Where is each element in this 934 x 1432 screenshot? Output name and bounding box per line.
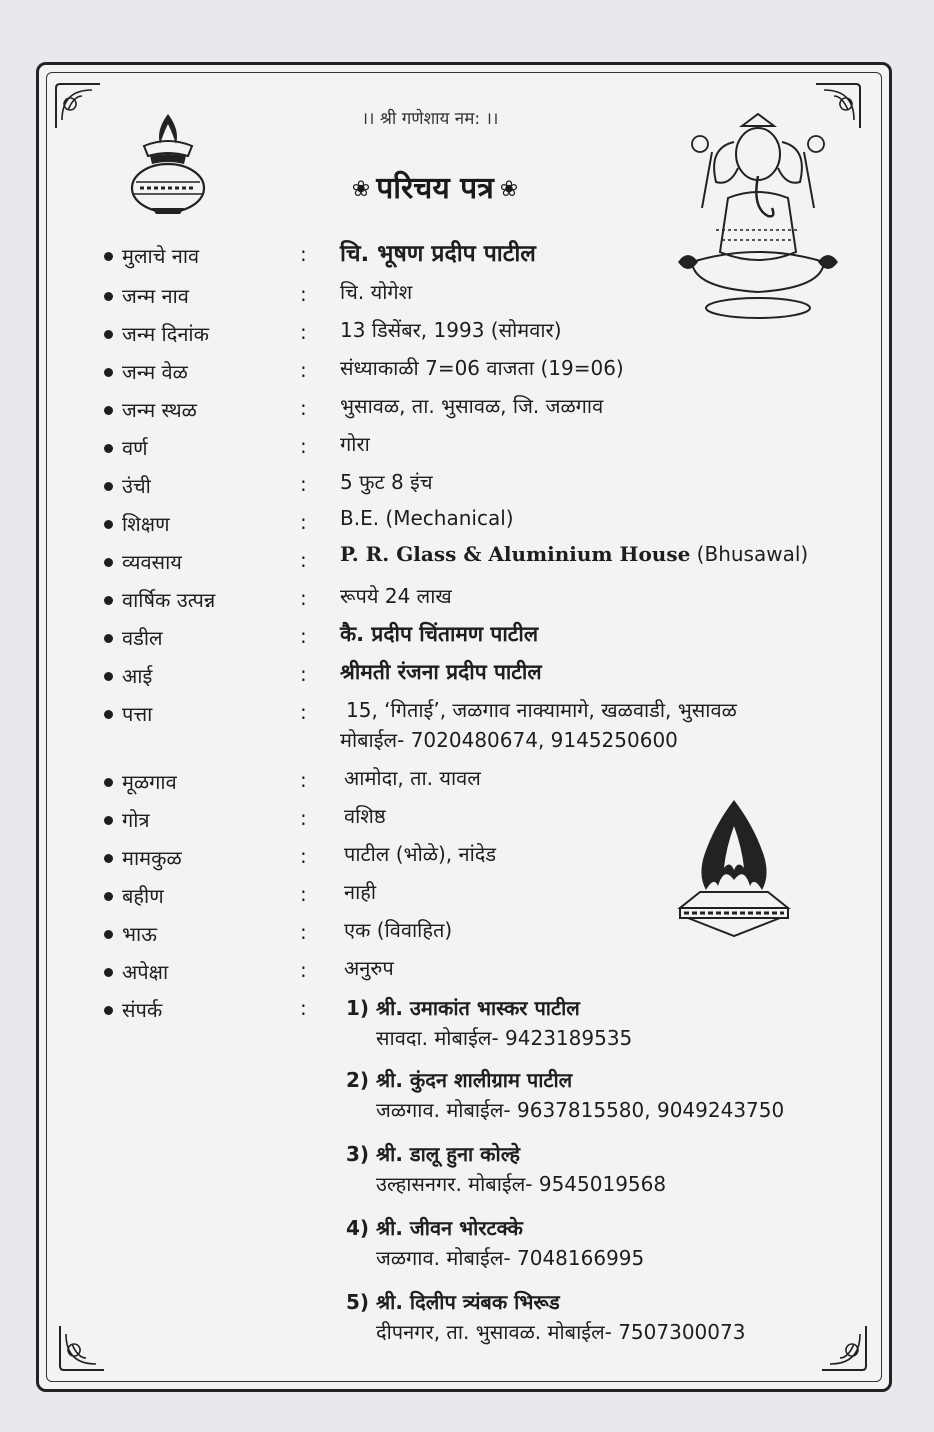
- contact-name: 4) श्री. जीवन भोरटक्के: [346, 1216, 523, 1240]
- business-name: P. R. Glass & Aluminium House: [340, 542, 691, 566]
- bullet-icon: [104, 482, 113, 491]
- field-label: पत्ता: [122, 702, 153, 726]
- field-colon: :: [300, 472, 307, 496]
- contact-name: 5) श्री. दिलीप त्र्यंबक भिरूड: [346, 1290, 560, 1314]
- business-location: (Bhusawal): [690, 542, 809, 566]
- field-value: 13 डिसेंबर, 1993 (सोमवार): [340, 318, 562, 342]
- field-value: अनुरुप: [344, 956, 394, 980]
- field-value: पाटील (भोळे), नांदेड: [344, 842, 497, 866]
- bullet-icon: [104, 892, 113, 901]
- field-colon: :: [300, 586, 307, 610]
- field-value: रूपये 24 लाख: [340, 584, 452, 608]
- bullet-icon: [104, 252, 113, 261]
- invocation-text: ।। श्री गणेशाय नम: ।।: [361, 109, 499, 129]
- field-value: चि. योगेश: [340, 280, 413, 304]
- field-colon: :: [300, 396, 307, 420]
- field-label: जन्म दिनांक: [122, 322, 209, 346]
- flower-ornament-icon: ❀: [351, 177, 371, 202]
- field-value: संध्याकाळी 7=06 वाजता (19=06): [340, 356, 624, 380]
- bullet-icon: [104, 968, 113, 977]
- field-value: B.E. (Mechanical): [340, 506, 514, 530]
- field-value: नाही: [344, 880, 377, 904]
- field-label: जन्म स्थळ: [122, 398, 197, 422]
- field-value: 15, ‘गिताई’, जळगाव नाक्यामागे, खळवाडी, भुसावळ: [346, 698, 737, 722]
- bullet-icon: [104, 816, 113, 825]
- field-label: वडील: [122, 626, 163, 650]
- contact-entry: [346, 994, 633, 1050]
- bullet-icon: [104, 854, 113, 863]
- field-value: वशिष्ठ: [344, 804, 386, 828]
- field-colon: :: [300, 882, 307, 906]
- bullet-icon: [104, 520, 113, 529]
- corner-ornament-bottom-left: [56, 1322, 108, 1374]
- field-colon: :: [300, 844, 307, 868]
- field-value: [340, 542, 808, 566]
- field-colon: :: [300, 662, 307, 686]
- field-colon: :: [300, 242, 307, 266]
- contact-name: 1) श्री. उमाकांत भास्कर पाटील: [346, 996, 580, 1020]
- bullet-icon: [104, 292, 113, 301]
- field-colon: :: [300, 434, 307, 458]
- bullet-icon: [104, 558, 113, 567]
- field-label: भाऊ: [122, 922, 157, 946]
- field-colon: :: [300, 548, 307, 572]
- contact-detail: दीपनगर, ता. भुसावळ. मोबाईल- 7507300073: [376, 1320, 746, 1344]
- bullet-icon: [104, 368, 113, 377]
- field-label: आई: [122, 664, 153, 688]
- contact-name: 3) श्री. डालू हुना कोल्हे: [346, 1142, 520, 1166]
- havan-kund-icon: [674, 796, 794, 938]
- bullet-icon: [104, 444, 113, 453]
- field-colon: :: [300, 806, 307, 830]
- contact-detail: उल्हासनगर. मोबाईल- 9545019568: [376, 1172, 667, 1196]
- field-colon: :: [300, 358, 307, 382]
- bullet-icon: [104, 406, 113, 415]
- field-colon: :: [300, 700, 307, 724]
- flower-ornament-icon: ❀: [499, 177, 519, 202]
- bullet-icon: [104, 710, 113, 719]
- field-value: आमोदा, ता. यावल: [344, 766, 481, 790]
- field-label: अपेक्षा: [122, 960, 169, 984]
- contact-name: 2) श्री. कुंदन शालीग्राम पाटील: [346, 1068, 573, 1092]
- address-mobile: मोबाईल- 7020480674, 9145250600: [340, 728, 678, 752]
- field-colon: :: [300, 958, 307, 982]
- field-label: संपर्क: [122, 998, 163, 1022]
- contact-detail: जळगाव. मोबाईल- 7048166995: [376, 1246, 645, 1270]
- field-colon: :: [300, 320, 307, 344]
- contact-detail: जळगाव. मोबाईल- 9637815580, 9049243750: [376, 1098, 785, 1122]
- field-label: जन्म वेळ: [122, 360, 188, 384]
- field-label: जन्म नाव: [122, 284, 189, 308]
- page-title: [0, 166, 870, 207]
- field-label: वर्ण: [122, 436, 148, 460]
- field-value: श्रीमती रंजना प्रदीप पाटील: [340, 660, 542, 684]
- bullet-icon: [104, 778, 113, 787]
- field-label: वार्षिक उत्पन्न: [122, 588, 216, 612]
- field-label: उंची: [122, 474, 151, 498]
- field-value: भुसावळ, ता. भुसावळ, जि. जळगाव: [340, 394, 604, 418]
- field-label: बहीण: [122, 884, 164, 908]
- bullet-icon: [104, 330, 113, 339]
- bullet-icon: [104, 930, 113, 939]
- contact-entry: [346, 1288, 746, 1344]
- field-label: व्यवसाय: [122, 550, 182, 574]
- contact-detail: सावदा. मोबाईल- 9423189535: [376, 1026, 633, 1050]
- field-colon: :: [300, 282, 307, 306]
- bullet-icon: [104, 672, 113, 681]
- field-label: शिक्षण: [122, 512, 170, 536]
- contact-entry: [346, 1214, 645, 1270]
- title-text: परिचय पत्र: [376, 171, 494, 206]
- bullet-icon: [104, 596, 113, 605]
- ganesha-icon: [672, 112, 844, 322]
- field-label: गोत्र: [122, 808, 150, 832]
- field-colon: :: [300, 624, 307, 648]
- contact-entry: [346, 1066, 785, 1122]
- field-colon: :: [300, 920, 307, 944]
- field-value: कै. प्रदीप चिंतामण पाटील: [340, 622, 539, 646]
- field-value: चि. भूषण प्रदीप पाटील: [340, 241, 536, 267]
- bullet-icon: [104, 1006, 113, 1015]
- field-label: मुलाचे नाव: [122, 244, 200, 268]
- bullet-icon: [104, 634, 113, 643]
- contact-entry: [346, 1140, 667, 1196]
- field-colon: :: [300, 996, 307, 1020]
- field-value: 5 फुट 8 इंच: [340, 470, 433, 494]
- field-label: मामकुळ: [122, 846, 182, 870]
- field-colon: :: [300, 768, 307, 792]
- corner-ornament-bottom-right: [818, 1322, 870, 1374]
- field-colon: :: [300, 510, 307, 534]
- field-label: मूळगाव: [122, 770, 177, 794]
- field-value: गोरा: [340, 432, 370, 456]
- field-value: एक (विवाहित): [344, 918, 453, 942]
